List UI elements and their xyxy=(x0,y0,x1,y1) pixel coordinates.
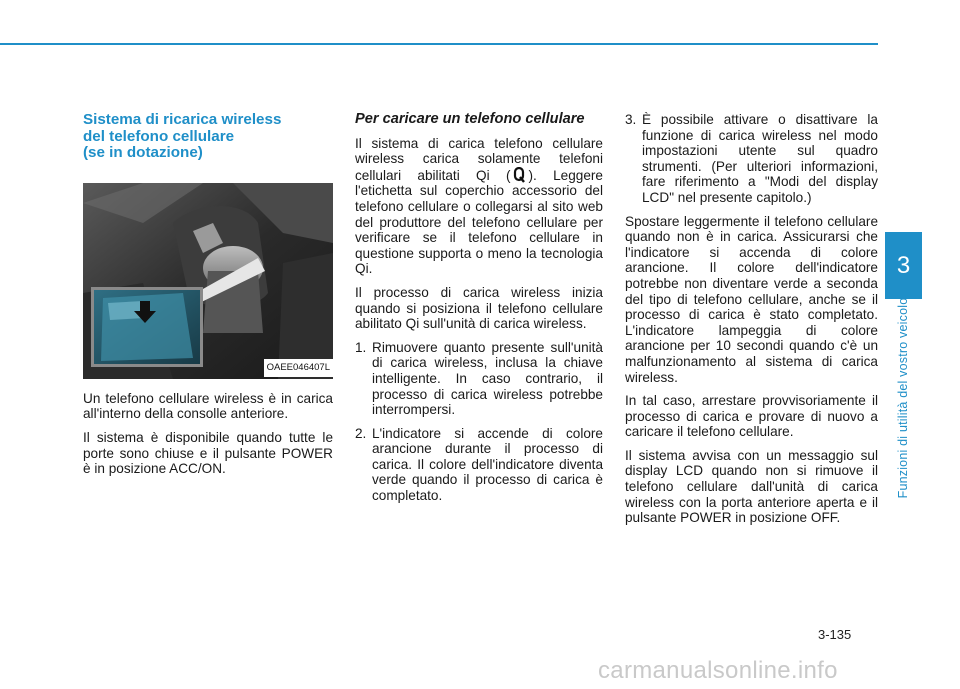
charging-paragraph-5: Il sistema avvisa con un messaggio sul display LCD quando non si rimuove il telefono cellulare dall'unità di carica wireless con la porta anteriore aperta e il pulsante POWER in posizione OFF. xyxy=(625,447,878,526)
intro-paragraph: Il sistema è disponibile quando tutte le porte sono chiuse e il pulsante POWER è in posizione ACC/ON. xyxy=(83,429,333,477)
chapter-number: 3 xyxy=(896,251,911,279)
section-title-line: del telefono cellulare xyxy=(83,127,235,145)
header-rule xyxy=(0,43,878,45)
section-title-line: (se in dotazione) xyxy=(83,144,203,162)
charging-paragraph-2: Il processo di carica wireless inizia quando si posiziona il telefono cellulare abilitato Qi sull'unità di carica wireless. xyxy=(355,284,603,332)
column-left xyxy=(83,112,333,485)
step-number: 1. xyxy=(355,339,367,355)
page-number: 3-135 xyxy=(818,627,852,642)
section-title-line: Sistema di ricarica wireless xyxy=(83,111,282,128)
step-text: L'indicatore si accende di colore arancione durante il processo di carica. Il colore dell'indicatore diventa verde quando il processo di carica è completato. xyxy=(372,425,603,504)
console-illustration xyxy=(83,183,333,379)
charging-paragraph-1 xyxy=(355,136,603,277)
paragraph-text: Il sistema di carica telefono cellulare wireless carica solamente telefoni cellulari abilitati Qi ( xyxy=(355,135,603,183)
charging-title: Per caricare un telefono cellulare xyxy=(355,111,585,127)
chapter-tab xyxy=(885,232,922,299)
charging-paragraph-4: In tal caso, arrestare provvisoriamente il processo di carica e provare di nuovo a caricare il telefono cellulare. xyxy=(625,393,878,440)
step-item xyxy=(355,426,603,504)
watermark: carmanualsonline.info xyxy=(598,657,838,684)
chapter-title: Funzioni di utilità del vostro veicolo xyxy=(896,297,910,499)
paragraph-text: ). Leggere l'etichetta sul coperchio accessorio del telefono cellulare o collegarsi al sito web del produttore del telefono cellulare per verificare se il telefono cellulare in questione supporta o meno la tecnologia Qi. xyxy=(355,167,603,277)
step-number: 2. xyxy=(355,425,367,441)
step-text: È possibile attivare o disattivare la funzione di carica wireless nel modo impostazioni utente sul quadro strumenti. (Per ulteriori informazioni, fare riferimento a "Modi del display LCD" nel presente capitolo.) xyxy=(642,112,878,205)
section-title xyxy=(83,112,333,162)
step-text: Rimuovere quanto presente sull'unità di carica wireless, inclusa la chiave intelligente. In caso contrario, il processo di carica wireless potrebbe interrompersi. xyxy=(372,339,603,418)
column-right xyxy=(625,112,878,534)
step-item xyxy=(355,340,603,418)
image-label: OAEE046407L xyxy=(264,359,333,377)
intro-paragraph: Un telefono cellulare wireless è in carica all'interno della consolle anteriore. xyxy=(83,390,333,422)
charging-paragraph-3: Spostare leggermente il telefono cellulare quando non è in carica. Assicurarsi che l'indicatore si accenda di colore arancione. Il colore dell'indicatore potrebbe non diventare verde a seconda del tipo di telefono cellulare, anche se il processo di carica è stato completato. L'indicatore lampeggia di colore arancione per 10 secondi quando c'è un malfunzionamento al sistema di carica wireless. xyxy=(625,213,878,385)
step-item xyxy=(625,112,878,206)
column-middle xyxy=(355,112,603,512)
step-number: 3. xyxy=(625,112,637,127)
console-photo xyxy=(83,183,333,379)
qi-icon xyxy=(512,167,526,183)
